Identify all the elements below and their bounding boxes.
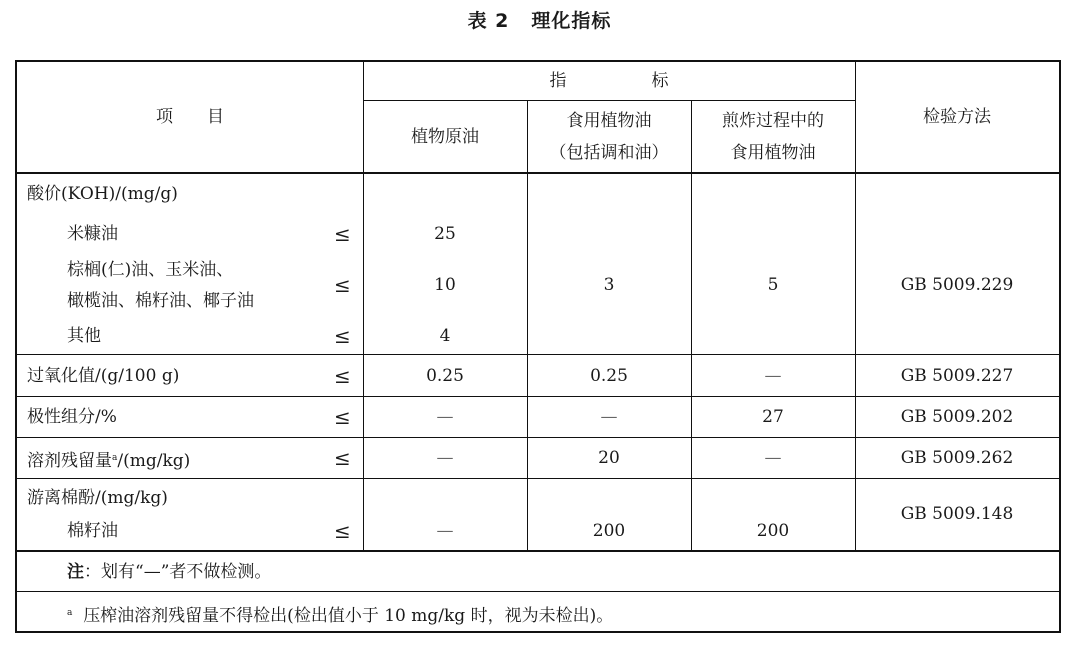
header-frying-oil-line2: 食用植物油 bbox=[730, 143, 816, 163]
peroxide-frying-value: — bbox=[764, 366, 782, 386]
col-line-3 bbox=[691, 100, 692, 550]
gossypol-method: GB 5009.148 bbox=[900, 504, 1014, 524]
row-line-gossypol bbox=[17, 550, 1059, 552]
gossypol-frying-value: 200 bbox=[756, 521, 790, 541]
polar-frying-value: 27 bbox=[762, 407, 784, 427]
row-line-polar bbox=[17, 437, 1059, 438]
le-symbol: ≤ bbox=[334, 519, 351, 543]
peroxide-edible-value: 0.25 bbox=[590, 366, 628, 386]
acid-sub2-label-line1: 棕榈(仁)油、玉米油、 bbox=[67, 260, 234, 280]
le-symbol: ≤ bbox=[334, 446, 351, 470]
header-method: 检验方法 bbox=[923, 107, 991, 127]
footnote bbox=[67, 602, 613, 627]
peroxide-label: 过氧化值/(g/100 g) bbox=[27, 366, 180, 386]
le-symbol: ≤ bbox=[334, 405, 351, 429]
le-symbol: ≤ bbox=[334, 324, 351, 348]
solvent-unit: /(mg/kg) bbox=[117, 451, 191, 471]
acid-sub3-value: 4 bbox=[439, 326, 451, 346]
acid-sub2-value: 10 bbox=[434, 275, 456, 295]
table-title-text: 理化指标 bbox=[531, 10, 612, 32]
acid-label: 酸价(KOH)/(mg/g) bbox=[27, 184, 178, 204]
row-line-note bbox=[17, 591, 1059, 592]
row-line-acid bbox=[17, 354, 1059, 355]
gossypol-label: 游离棉酚/(mg/kg) bbox=[27, 488, 168, 508]
footnote-text: 压榨油溶剂残留量不得检出(检出值小于 10 mg/kg 时，视为未检出)。 bbox=[83, 606, 614, 626]
acid-sub2-label-line2: 橄榄油、棉籽油、椰子油 bbox=[67, 291, 254, 311]
solvent-crude-value: — bbox=[436, 448, 454, 468]
col-line-4 bbox=[855, 62, 856, 550]
gossypol-edible-value: 200 bbox=[592, 521, 626, 541]
header-bottom-line bbox=[17, 172, 1059, 174]
polar-method: GB 5009.202 bbox=[900, 407, 1014, 427]
header-edible-oil-line1: 食用植物油 bbox=[566, 111, 652, 131]
acid-frying-value: 5 bbox=[767, 275, 779, 295]
le-symbol: ≤ bbox=[334, 273, 351, 297]
note-text: ：划有“—”者不做检测。 bbox=[84, 562, 272, 582]
gossypol-sub-label: 棉籽油 bbox=[67, 521, 118, 541]
polar-crude-value: — bbox=[436, 407, 454, 427]
row-line-peroxide bbox=[17, 396, 1059, 397]
note-label: 注 bbox=[67, 562, 84, 582]
solvent-label: 溶剂残留量 bbox=[27, 451, 112, 471]
header-indicator: 指 标 bbox=[549, 71, 669, 91]
acid-method: GB 5009.229 bbox=[900, 275, 1014, 295]
solvent-edible-value: 20 bbox=[598, 448, 620, 468]
physicochemical-table bbox=[15, 60, 1061, 633]
col-line-2 bbox=[527, 100, 528, 550]
solvent-method: GB 5009.262 bbox=[900, 448, 1014, 468]
footnote-mark: a bbox=[67, 608, 73, 618]
acid-sub1-label: 米糠油 bbox=[67, 224, 118, 244]
header-edible-oil-line2: （包括调和油） bbox=[549, 143, 669, 163]
header-frying-oil-line1: 煎炸过程中的 bbox=[722, 111, 824, 131]
le-symbol: ≤ bbox=[334, 364, 351, 388]
solvent-frying-value: — bbox=[764, 448, 782, 468]
header-item: 项 目 bbox=[156, 107, 224, 127]
row-line-solvent bbox=[17, 478, 1059, 479]
polar-edible-value: — bbox=[600, 407, 618, 427]
solvent-label-group bbox=[27, 447, 190, 472]
peroxide-method: GB 5009.227 bbox=[900, 366, 1014, 386]
acid-sub1-value: 25 bbox=[434, 224, 456, 244]
table-title bbox=[0, 6, 1079, 33]
peroxide-crude-value: 0.25 bbox=[426, 366, 464, 386]
polar-label: 极性组分/% bbox=[27, 407, 117, 427]
table-number: 表 2 bbox=[467, 10, 510, 32]
header-divider bbox=[363, 100, 855, 101]
gossypol-crude-value: — bbox=[436, 521, 454, 541]
solvent-footnote-mark: a bbox=[112, 453, 118, 463]
le-symbol: ≤ bbox=[334, 222, 351, 246]
header-crude-oil: 植物原油 bbox=[411, 127, 479, 147]
acid-edible-value: 3 bbox=[603, 275, 615, 295]
note bbox=[67, 561, 271, 583]
acid-sub3-label: 其他 bbox=[67, 326, 101, 346]
